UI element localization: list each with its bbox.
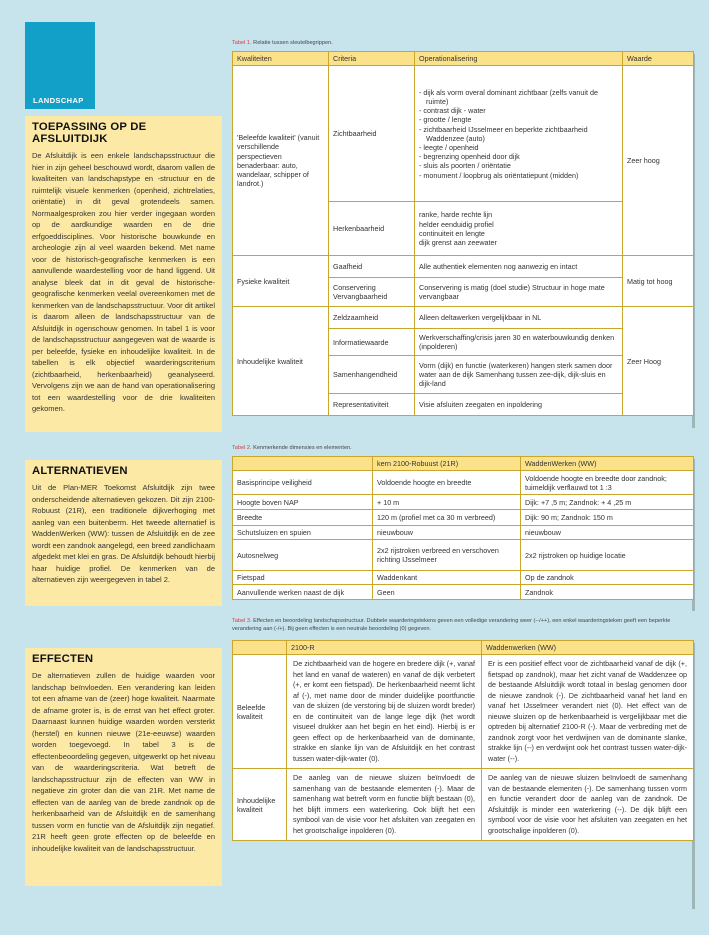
- table-row: Basisprincipe veiligheid Voldoende hoogte en breedte Voldoende hoogte en breedte door zandnok; tuimeldijk verflauwd tot 1 :3: [233, 471, 694, 495]
- t1-header-waarde: Waarde: [623, 52, 694, 66]
- section-label-tab: [25, 22, 95, 109]
- t2-header-ww: WaddenWerken (WW): [521, 457, 694, 471]
- t1-header-operationalisering: Operationalisering: [415, 52, 623, 66]
- t1-fysieke: Fysieke kwaliteit: [233, 256, 329, 307]
- t1-header-kwaliteiten: Kwaliteiten: [233, 52, 329, 66]
- t1-samenhang: Samenhangendheid: [329, 356, 415, 394]
- t1-zicht-list: - dijk als vorm overal dominant zichtbaar (zelfs vanuit de ruimte) - contrast dijk - water - grootte / lengte - zichtbaarheid IJsselmeer en beperkte zichtbaarheid Waddenzee (auto) - leegte / openheid - begrenzing openheid door dijk - sluis als poorten / oriëntatie - monument / loopbrug als oriëntatiepunt (midden): [415, 66, 623, 202]
- t1-zichtbaarheid: Zichtbaarheid: [329, 66, 415, 202]
- alternatieven-title: ALTERNATIEVEN: [32, 465, 128, 477]
- table-row: Beleefde kwaliteit De zichtbaarheid van de hogere en bredere dijk (+, vanaf het land en vanaf de wateren) en vanaf de dijk verbetert (+, er komt een fietspad). De herkenbaarheid neemt licht af (-), met name door de minder duidelijke poortfunctie van de sluizen (de verstoring bij de sluizen wordt breder) en de continuiteit van de lange lege dijk (het wordt visueel drukker aan het begin en het eind). Hierbij is er geen effect op de herkenbaarheid van de dominante, strakke en slanke lijn van de Afsluitdijk en het contrast tussen water-dijk-water (0). Er is een positief effect voor de zichtbaarheid vanaf de dijk (+, fietspad op zandnok), maar het zicht vanaf de Waddenzee op de bestaande Afsluitdijk wordt totaal in beslag genomen door de nieuwe zandnok (-). De zichtbaarheid vanaf het land en vanaf het IJsselmeer verandert niet (0). Het effect van de nieuwe sluizen op de herkenbaarheid is vergelijkbaar met die optreden bij alternatief 2100-R (-). Maar de verbreding met de zandnok zorgt voor het verdwijnen van de dominante slanke, strakke lijn (--) en verdwijnt ook het contrast tussen water-dijk-water (--).: [233, 655, 694, 769]
- table-row: Autosnelweg 2x2 rijstroken verbreed en verschoven richting IJsselmeer 2x2 rijstroken op huidige locatie: [233, 540, 694, 571]
- alternatieven-box: [25, 460, 222, 606]
- table-row: Breedte 120 m (profiel met ca 30 m verbreed) Dijk: 90 m; Zandnok: 150 m: [233, 510, 694, 526]
- table3: [232, 640, 694, 841]
- t1-conservering-op: Conservering is matig (doel studie) Structuur in hoge mate vervangbaar: [415, 278, 623, 307]
- t1-zeldzaamheid-op: Alleen deltawerken vergelijkbaar in NL: [415, 307, 623, 329]
- table-row: Fietspad Waddenkant Op de zandnok: [233, 571, 694, 585]
- toepassing-title: TOEPASSING OP DE AFSLUITDIJK: [32, 121, 147, 145]
- t1-samenhang-op: Vorm (dijk) en functie (waterkeren) hangen sterk samen door water aan de dijk Samenhang tussen zee-dijk, dijk-sluis en dijk-land: [415, 356, 623, 394]
- t1-zeldzaamheid: Zeldzaamheid: [329, 307, 415, 329]
- t1-informatiewaarde-op: Werkverschaffing/crisis jaren 30 en waterbouwkundig denken (inpolderen): [415, 329, 623, 356]
- table1-caption: Tabel 1. Relatie tussen sleutelbegrippen.: [232, 40, 333, 46]
- table1: [232, 51, 694, 416]
- alternatieven-text: Uit de Plan-MER Toekomst Afsluitdijk zijn twee onderscheidende alternatieven gekozen. Dit zijn 2100-Robuust (21R), een traditionele dijkverhoging met aanleg van een buitenberm. Het tweede alternatief is WaddenWerken (WW): tussen de Afsluitdijk en de zee wordt een zandnok aangelegd, een breed zandlichaam afgedekt met klei en gras. De Afsluitdijk behoudt hierbij haar huidige profiel. De kenmerken van de alternatieven zijn weergegeven in tabel 2.: [32, 483, 215, 584]
- toepassing-text: De Afsluitdijk is een enkele landschapsstructuur die hier in zijn geheel beschouwd wordt, daarom vallen de kwaliteiten van landschapstype en -structuur en de ruimtelijk visuele kenmerken (openheid, zichtrelaties, oriëntatie) in dit geval grotendeels samen. Normaalgesproken zou hier verder ingegaan worden op de aardkundige waarden en de drie erfgoeddisciplines. Voor historische bouwkunde en archeologie zijn al veel waarden bekend. Met name voor de historisch-geografische kenmerken is een aanvullende waardestelling voor de hand liggend. Uit analyse bleek dat in dit geval de historische-geografische kenmerken veelal overeenkomen met de kenmerken van de landschapsstructuur. Voor dit artikel is daarom alleen de landschapsstructuur van de Afsluitdijk in ogenschouw genomen. In tabel 1 is voor de landschapsstructuur aangegeven wat de waarde is per beleefde, fysieke en inhoudelijke kwaliteit. In de tabellen is elk objectief waarderingscriterium (zichtbaarheid, herkenbaarheid) geanalyseerd. Vervolgens zijn we aan de hand van operationalisering tot een waardestelling voor de drie kwaliteiten gekomen.: [32, 151, 215, 413]
- t1-waarde-beleefde: Zeer hoog: [623, 66, 694, 256]
- t1-herken-list: ranke, harde rechte lijn helder eenduidig profiel continuiteit en lengte dijk grenst aan zeewater: [415, 202, 623, 256]
- t1-waarde-inhoudelijke: Zeer Hoog: [623, 307, 694, 416]
- t2-header-21r: kern 2100-Robuust (21R): [373, 457, 521, 471]
- table-row: Hoogte boven NAP + 10 m Dijk: +7 ,5 m; Zandnok: + 4 ,25 m: [233, 495, 694, 510]
- t1-herkenbaarheid: Herkenbaarheid: [329, 202, 415, 256]
- t1-representativiteit-op: Visie afsluiten zeegaten en inpoldering: [415, 394, 623, 416]
- toepassing-box: [25, 116, 222, 432]
- t1-conservering: Conservering Vervangbaarheid: [329, 278, 415, 307]
- table2-caption: Tabel 2. Kenmerkende dimensies en elementen.: [232, 445, 352, 451]
- t1-inhoudelijke: Inhoudelijke kwaliteit: [233, 307, 329, 416]
- effecten-title: EFFECTEN: [32, 653, 94, 665]
- t2-header-empty: [233, 457, 373, 471]
- t1-gaafheid-op: Alle authentiek elementen nog aanwezig en intact: [415, 256, 623, 278]
- section-label: LANDSCHAP: [33, 96, 84, 105]
- t3-header-empty: [233, 641, 287, 655]
- table-row: Aanvullende werken naast de dijk Geen Zandnok: [233, 585, 694, 600]
- t1-informatiewaarde: Informatiewaarde: [329, 329, 415, 356]
- table-row: Inhoudelijke kwaliteit De aanleg van de nieuwe sluizen beïnvloedt de samenhang van de bestaande elementen (-). Maar de samenhang wat betreft vorm en functie blijft bestaan (0), het blijft immers een waterkering. Ook blijft het een symbool van de visie voor het afsluiten van zeegaten en het grootschalige inpolderen (0). De aanleg van de nieuwe sluizen beïnvloedt de samenhang van de bestaande elementen (-). De samenhang tussen vorm en functie verandert door de aanleg van de zandnok. De Afsluitdijk is minder een waterkering (--). De dijk blijft een symbool voor de visie voor het afsluiten van zeegaten en het grootschalige inpolderen (0).: [233, 769, 694, 841]
- t1-beleefde: 'Beleefde kwaliteit' (vanuit verschillende perspectieven benaderbaar: auto, wandelaar, schipper of landrot.): [233, 66, 329, 256]
- table-row: Schutsluizen en spuien nieuwbouw nieuwbouw: [233, 526, 694, 540]
- t1-waarde-fysieke: Matig tot hoog: [623, 256, 694, 307]
- effecten-box: [25, 648, 222, 886]
- t1-gaafheid: Gaafheid: [329, 256, 415, 278]
- table2: [232, 456, 694, 600]
- t3-header-2100r: 2100-R: [287, 641, 482, 655]
- table3-caption: Tabel 3. Effecten en beoordeling landschapsstructuur. Dubbele waarderingstekens geven een volledige verandering weer (--/++), een enkel waarderingsteken geeft een beperkte verandering aan (-/+). Bij geen effecten is een neutrale beoordeling (0) gegeven.: [232, 618, 671, 632]
- t3-header-ww: Waddenwerken (WW): [482, 641, 694, 655]
- t1-header-criteria: Criteria: [329, 52, 415, 66]
- effecten-text: De alternatieven zullen de huidige waarden voor landschap beïnvloeden. Een verandering kan leiden tot een afname van de (zeer) hoge kwaliteit. Naarmate de afname groter is, is de ernst van het effect groter. Daarnaast kunnen huidige waarden worden versterkt (herstel) en kunnen nieuwe (21e-eeuwse) waarden worden toegevoegd. In tabel 3 is de effectenbeoordeling gegeven, uitgewerkt op het niveau van de waarderingscriteria. Wat betreft de landschapsstructuur zijn de effecten van WW in negatieve zin groter dan die van 21R. Met name de effecten van de aanleg van de brede zandnok op de herkenbaarheid van de Afsluitdijk en de samenhang tussen vorm en functie van de Afsluitdijk zijn negatief. 21R heeft geen grote effecten op de beleefde en inhoudelijke kwaliteit van de landschapsstructuur.: [32, 671, 215, 853]
- t1-representativiteit: Representativiteit: [329, 394, 415, 416]
